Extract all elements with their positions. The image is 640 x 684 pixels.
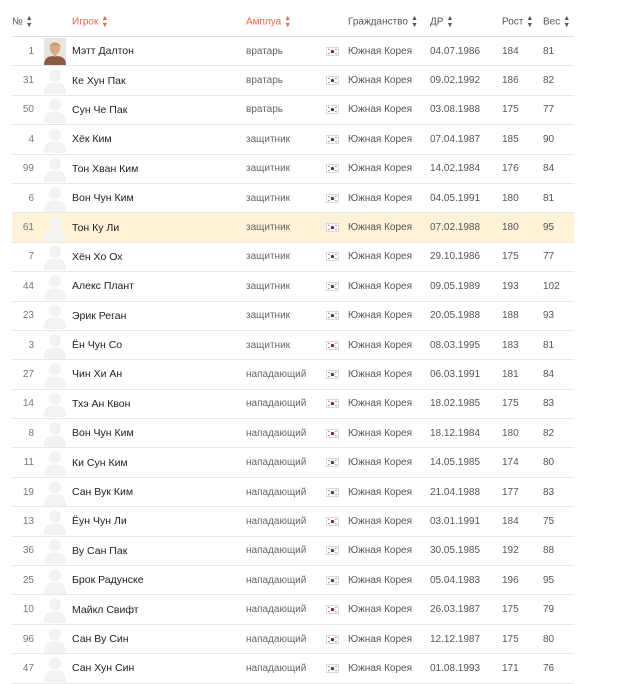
sort-icon: ▲ ▼ [563,15,571,29]
player-citizenship: Южная Корея [348,574,412,586]
player-number: 11 [23,457,34,469]
south-korea-flag-icon [326,223,348,232]
player-birth-date: 14.05.1985 [430,457,481,469]
player-number: 31 [22,75,34,87]
player-height: 176 [502,163,519,175]
player-citizenship: Южная Корея [348,222,412,234]
table-row[interactable] [12,184,574,213]
table-row[interactable] [12,478,574,507]
player-citizenship: Южная Корея [348,457,412,469]
player-weight: 80 [543,633,555,645]
player-position: вратарь [246,104,284,116]
player-height: 192 [502,545,519,557]
player-height: 193 [502,280,519,292]
player-birth-date: 04.07.1986 [430,45,481,57]
player-weight: 93 [543,310,555,322]
column-header-height-label: Рост [502,16,524,28]
player-photo [38,654,72,683]
player-name-link[interactable]: Вон Чун Ким [72,192,134,205]
table-row[interactable] [12,155,574,184]
player-position: нападающий [246,398,307,410]
table-row[interactable] [12,125,574,154]
player-weight: 80 [543,457,555,469]
player-name-link[interactable]: Ке Хун Пак [72,74,126,87]
player-weight: 95 [543,222,555,234]
player-citizenship: Южная Корея [348,427,412,439]
sort-icon: ▲ ▼ [526,15,534,29]
south-korea-flag-icon [326,370,348,379]
player-citizenship: Южная Корея [348,133,412,145]
player-name-link[interactable]: Эрик Реган [72,309,127,322]
player-position: защитник [246,163,291,175]
table-row[interactable] [12,243,574,272]
south-korea-flag-icon [326,282,348,291]
south-korea-flag-icon [326,194,348,203]
table-row[interactable] [12,213,574,242]
player-citizenship: Южная Корея [348,339,412,351]
player-birth-date: 04.05.1991 [430,192,481,204]
table-row[interactable] [12,360,574,389]
player-name-link[interactable]: Вон Чун Ким [72,427,134,440]
south-korea-flag-icon [326,458,348,467]
player-photo [38,242,72,271]
player-position: нападающий [246,545,307,557]
player-name-link[interactable]: Мэтт Далтон [72,45,134,58]
player-height: 175 [502,398,519,410]
player-height: 175 [502,604,519,616]
player-weight: 77 [543,104,555,116]
player-birth-date: 20.05.1988 [430,310,481,322]
player-number: 7 [28,251,34,263]
player-number: 13 [22,515,34,527]
table-row[interactable] [12,419,574,448]
player-name-link[interactable]: Ки Сун Ким [72,456,128,469]
player-weight: 102 [543,280,560,292]
player-height: 184 [502,515,519,527]
player-weight: 83 [543,486,555,498]
sort-icon: ▲ ▼ [101,15,109,29]
south-korea-flag-icon [326,105,348,114]
player-photo [38,37,72,66]
player-citizenship: Южная Корея [348,280,412,292]
south-korea-flag-icon [326,635,348,644]
player-photo [38,154,72,183]
player-citizenship: Южная Корея [348,398,412,410]
south-korea-flag-icon [326,517,348,526]
column-header-weight[interactable] [543,15,573,29]
player-photo [38,536,72,565]
table-row[interactable] [12,302,574,331]
table-row[interactable] [12,37,574,66]
south-korea-flag-icon [326,135,348,144]
player-name-link[interactable]: Майкл Свифт [72,603,139,616]
player-weight: 83 [543,398,555,410]
table-row[interactable] [12,272,574,301]
player-height: 175 [502,251,519,263]
player-photo [38,448,72,477]
south-korea-flag-icon [326,546,348,555]
table-row[interactable] [12,66,574,95]
player-number: 99 [22,163,34,175]
table-row[interactable] [12,331,574,360]
player-height: 186 [502,75,519,87]
table-row[interactable] [12,96,574,125]
player-height: 180 [502,222,519,234]
player-position: нападающий [246,633,307,645]
player-number: 14 [22,398,34,410]
player-position: нападающий [246,368,307,380]
player-citizenship: Южная Корея [348,662,412,674]
player-name-link[interactable]: Тхэ Ан Квон [72,397,131,410]
player-weight: 84 [543,368,555,380]
player-citizenship: Южная Корея [348,192,412,204]
player-height: 181 [502,368,519,380]
player-weight: 81 [543,339,555,351]
table-row[interactable] [12,566,574,595]
player-birth-date: 06.03.1991 [430,368,481,380]
player-birth-date: 05.04.1983 [430,574,481,586]
player-height: 171 [502,662,519,674]
player-weight: 84 [543,163,555,175]
south-korea-flag-icon [326,664,348,673]
player-citizenship: Южная Корея [348,75,412,87]
column-header-number[interactable] [12,15,38,29]
player-photo [38,625,72,654]
sort-icon: ▲ ▼ [25,15,33,29]
column-header-dob-label: ДР [430,16,444,28]
player-number: 47 [22,662,34,674]
player-weight: 79 [543,604,555,616]
player-birth-date: 18.12.1984 [430,427,481,439]
player-name-link[interactable]: Ён Чун Со [72,339,123,352]
south-korea-flag-icon [326,311,348,320]
player-birth-date: 30.05.1985 [430,545,481,557]
player-weight: 88 [543,545,555,557]
player-weight: 82 [543,75,555,87]
table-header [12,8,574,37]
column-header-player-label: Игрок [72,16,99,28]
player-citizenship: Южная Корея [348,515,412,527]
player-name-link[interactable]: Ву Сан Пак [72,544,128,557]
player-name-link[interactable]: Сан Вук Ким [72,486,134,499]
column-header-height[interactable] [502,15,543,29]
table-row[interactable] [12,448,574,477]
player-weight: 76 [543,662,555,674]
player-photo [38,331,72,360]
player-height: 196 [502,574,519,586]
player-photo [38,184,72,213]
player-birth-date: 07.04.1987 [430,133,481,145]
player-weight: 81 [543,45,555,57]
player-position: нападающий [246,604,307,616]
player-height: 175 [502,104,519,116]
player-photo [38,566,72,595]
player-height: 177 [502,486,519,498]
player-position: нападающий [246,574,307,586]
table-row[interactable] [12,595,574,624]
player-height: 184 [502,45,519,57]
player-height: 174 [502,457,519,469]
player-birth-date: 21.04.1988 [430,486,481,498]
south-korea-flag-icon [326,47,348,56]
player-position: нападающий [246,486,307,498]
player-height: 175 [502,633,519,645]
column-header-position-label: Амплуа [246,16,282,28]
player-position: нападающий [246,515,307,527]
player-citizenship: Южная Корея [348,368,412,380]
south-korea-flag-icon [326,576,348,585]
player-citizenship: Южная Корея [348,45,412,57]
player-number: 96 [22,633,34,645]
player-citizenship: Южная Корея [348,633,412,645]
player-position: защитник [246,251,291,263]
player-name-link[interactable]: Сан Ву Син [72,633,129,645]
player-position: вратарь [246,75,284,87]
south-korea-flag-icon [326,429,348,438]
player-birth-date: 03.08.1988 [430,104,481,116]
player-citizenship: Южная Корея [348,545,412,557]
player-name-link[interactable]: Тон Хван Ким [72,162,139,175]
player-number: 27 [22,368,34,380]
player-photo [38,507,72,536]
player-photo [38,66,72,95]
player-number: 23 [22,310,34,322]
column-header-number-label: № [12,16,23,28]
player-weight: 95 [543,574,555,586]
player-citizenship: Южная Корея [348,604,412,616]
player-weight: 77 [543,251,555,263]
player-birth-date: 29.10.1986 [430,251,481,263]
player-birth-date: 08.03.1995 [430,339,481,351]
player-name-link[interactable]: Ёун Чун Ли [72,515,127,528]
player-position: защитник [246,339,291,351]
player-birth-date: 26.03.1987 [430,604,481,616]
player-number: 50 [22,104,34,116]
player-birth-date: 14.02.1984 [430,163,481,175]
south-korea-flag-icon [326,488,348,497]
column-header-weight-label: Вес [543,16,561,28]
player-number: 25 [22,574,34,586]
player-citizenship: Южная Корея [348,163,412,175]
player-number: 10 [22,604,34,616]
player-birth-date: 09.02.1992 [430,75,481,87]
player-height: 183 [502,339,519,351]
column-header-player[interactable] [72,15,246,29]
player-name-link[interactable]: Сун Че Пак [72,103,128,116]
player-citizenship: Южная Корея [348,310,412,322]
player-birth-date: 12.12.1987 [430,633,481,645]
player-number: 44 [22,280,34,292]
column-header-dob[interactable] [430,15,502,29]
player-photo [38,213,72,242]
player-photo [38,595,72,624]
player-position: защитник [246,133,291,145]
player-citizenship: Южная Корея [348,104,412,116]
table-row[interactable] [12,654,574,683]
player-citizenship: Южная Корея [348,251,412,263]
table-body [12,37,574,684]
player-name-link[interactable]: Чин Хи Ан [72,368,123,381]
player-weight: 82 [543,427,555,439]
sort-icon: ▲ ▼ [446,15,454,29]
player-height: 180 [502,192,519,204]
player-birth-date: 18.02.1985 [430,398,481,410]
player-height: 185 [502,133,519,145]
player-position: нападающий [246,662,307,674]
player-citizenship: Южная Корея [348,486,412,498]
player-name-link[interactable]: Алекс Плант [72,280,134,293]
south-korea-flag-icon [326,252,348,261]
player-birth-date: 03.01.1991 [430,515,481,527]
player-position: вратарь [246,45,284,57]
player-number: 19 [22,486,34,498]
column-header-citizenship[interactable] [348,15,430,29]
player-photo [38,478,72,507]
table-row[interactable] [12,537,574,566]
south-korea-flag-icon [326,164,348,173]
player-position: защитник [246,192,291,204]
player-weight: 75 [543,515,555,527]
sort-icon: ▲ ▼ [410,15,418,29]
player-photo [38,95,72,124]
sort-icon: ▲ ▼ [284,15,292,29]
player-number: 8 [28,427,34,439]
player-name-link[interactable]: Тон Ку Ли [72,221,120,234]
column-header-position[interactable] [246,15,326,29]
player-photo [38,419,72,448]
player-number: 3 [28,339,34,351]
player-number: 36 [22,545,34,557]
player-number: 1 [28,45,34,57]
player-height: 180 [502,427,519,439]
player-number: 6 [28,192,34,204]
player-photo [38,360,72,389]
south-korea-flag-icon [326,399,348,408]
table-row[interactable] [12,507,574,536]
player-weight: 90 [543,133,555,145]
player-photo [38,301,72,330]
column-header-citizenship-label: Гражданство [348,16,408,28]
player-position: защитник [246,310,291,322]
player-height: 188 [502,310,519,322]
player-number: 4 [28,133,34,145]
player-number: 61 [22,222,34,234]
player-position: защитник [246,280,291,292]
table-row[interactable] [12,390,574,419]
player-position: нападающий [246,457,307,469]
player-position: защитник [246,222,291,234]
south-korea-flag-icon [326,341,348,350]
player-photo [38,125,72,154]
player-photo [38,389,72,418]
player-name-link[interactable]: Сан Хун Син [72,662,135,675]
player-name-link[interactable]: Хён Хо Ох [72,250,123,263]
roster-table [12,8,574,684]
player-photo [38,272,72,301]
column-header-photo [38,8,72,37]
player-position: нападающий [246,427,307,439]
player-birth-date: 01.08.1993 [430,662,481,674]
player-name-link[interactable]: Брок Радунске [72,574,144,587]
table-row[interactable] [12,625,574,654]
player-birth-date: 09.05.1989 [430,280,481,292]
player-birth-date: 07.02.1988 [430,222,481,234]
south-korea-flag-icon [326,605,348,614]
player-name-link[interactable]: Хёк Ким [72,133,112,146]
player-weight: 81 [543,192,555,204]
south-korea-flag-icon [326,76,348,85]
